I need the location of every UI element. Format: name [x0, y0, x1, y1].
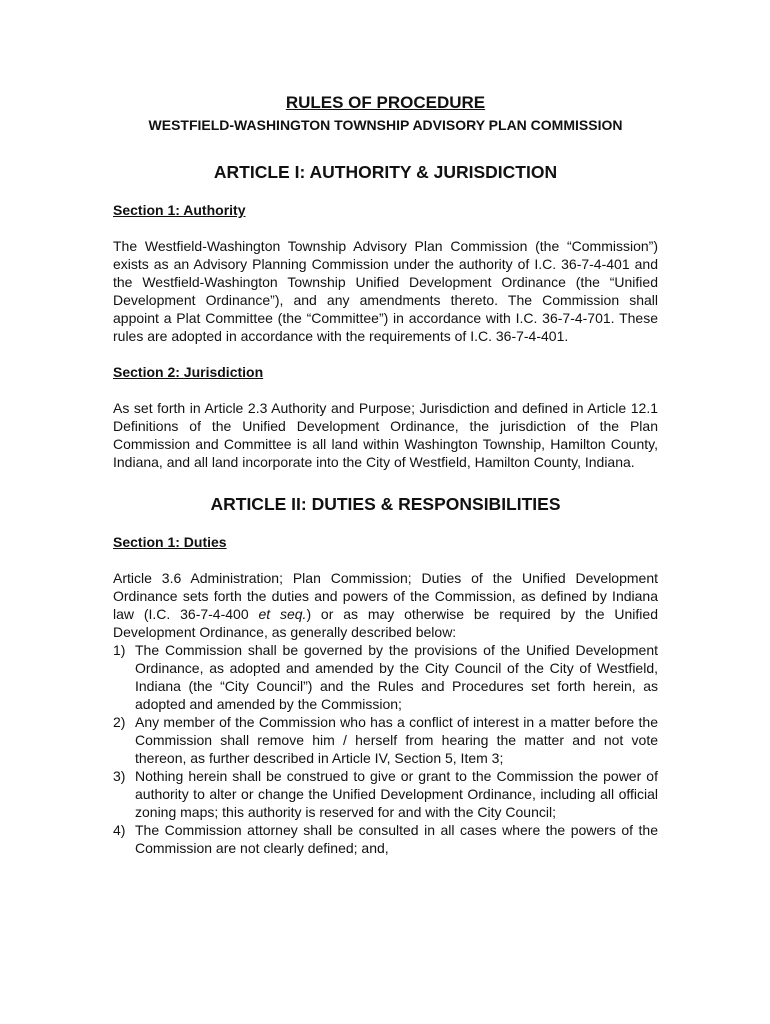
article-2-section-1-intro [113, 569, 658, 641]
document-page [113, 93, 658, 857]
list-item [113, 821, 658, 857]
list-item-number: 3) [113, 768, 126, 784]
article-1-section-2-heading: Section 2: Jurisdiction [113, 364, 264, 380]
list-item-text: Nothing herein shall be construed to give or grant to the Commission the power of authority to alter or change the Unified Development Ordinance, including all official zoning maps; this authority is reserved for and with the City Council; [135, 768, 658, 820]
list-item [113, 713, 658, 767]
list-item [113, 767, 658, 821]
list-item-text: Any member of the Commission who has a conflict of interest in a matter before the Commission shall remove him / herself from hearing the matter and not vote thereon, as further described in Article IV, Section 5, Item 3; [135, 714, 658, 766]
article-1-section-1-text: The Westfield-Washington Township Advisory Plan Commission (the “Commission”) exists as an Advisory Planning Commission under the authority of I.C. 36-7-4-401 and the Westfield-Washington Township Unified Development Ordinance (the “Unified Development Ordinance”), and any amendments thereto. The Commission shall appoint a Plat Committee (the “Committee”) in accordance with I.C. 36-7-4-701. These rules are adopted in accordance with the requirements of I.C. 36-7-4-401. [113, 238, 658, 344]
intro-text-italic: et seq. [258, 606, 307, 622]
article-1-section-2-text: As set forth in Article 2.3 Authority and Purpose; Jurisdiction and defined in Article 12.1 Definitions of the Unified Development Ordinance, the jurisdiction of the Plan Commission and Committee is all land within Washington Township, Hamilton County, Indiana, and all land incorporate into the City of Westfield, Hamilton County, Indiana. [113, 400, 658, 470]
list-item-text: The Commission attorney shall be consulted in all cases where the powers of the Commission are not clearly defined; and, [135, 822, 658, 856]
intro-text-part-1: Article 3.6 Administration; Plan Commission; Duties of the Unified Development Ordinance sets forth the duties and powers of the Commission, as defined by Indiana law (I.C. 36-7-4-400 [113, 570, 658, 622]
document-subtitle: WESTFIELD-WASHINGTON TOWNSHIP ADVISORY PLAN COMMISSION [148, 117, 623, 133]
list-item-number: 2) [113, 714, 126, 730]
article-1-heading: ARTICLE I: AUTHORITY & JURISDICTION [213, 162, 558, 182]
article-2-section-1-heading: Section 1: Duties [113, 534, 227, 550]
list-item [113, 641, 658, 713]
duties-list [113, 641, 658, 857]
list-item-number: 1) [113, 642, 126, 658]
document-title: RULES OF PROCEDURE [285, 93, 486, 112]
article-1-section-1-heading: Section 1: Authority [113, 202, 246, 218]
list-item-text: The Commission shall be governed by the provisions of the Unified Development Ordinance, as adopted and amended by the City Council of the City of Westfield, Indiana (the “City Council”) and the Rules and Procedures set forth herein, as adopted and amended by the Commission; [135, 642, 658, 712]
intro-text-part-2: ) or as may otherwise be required by the Unified Development Ordinance, as generally described below: [113, 606, 658, 640]
list-item-number: 4) [113, 822, 126, 838]
article-2-heading: ARTICLE II: DUTIES & RESPONSIBILITIES [210, 494, 561, 514]
